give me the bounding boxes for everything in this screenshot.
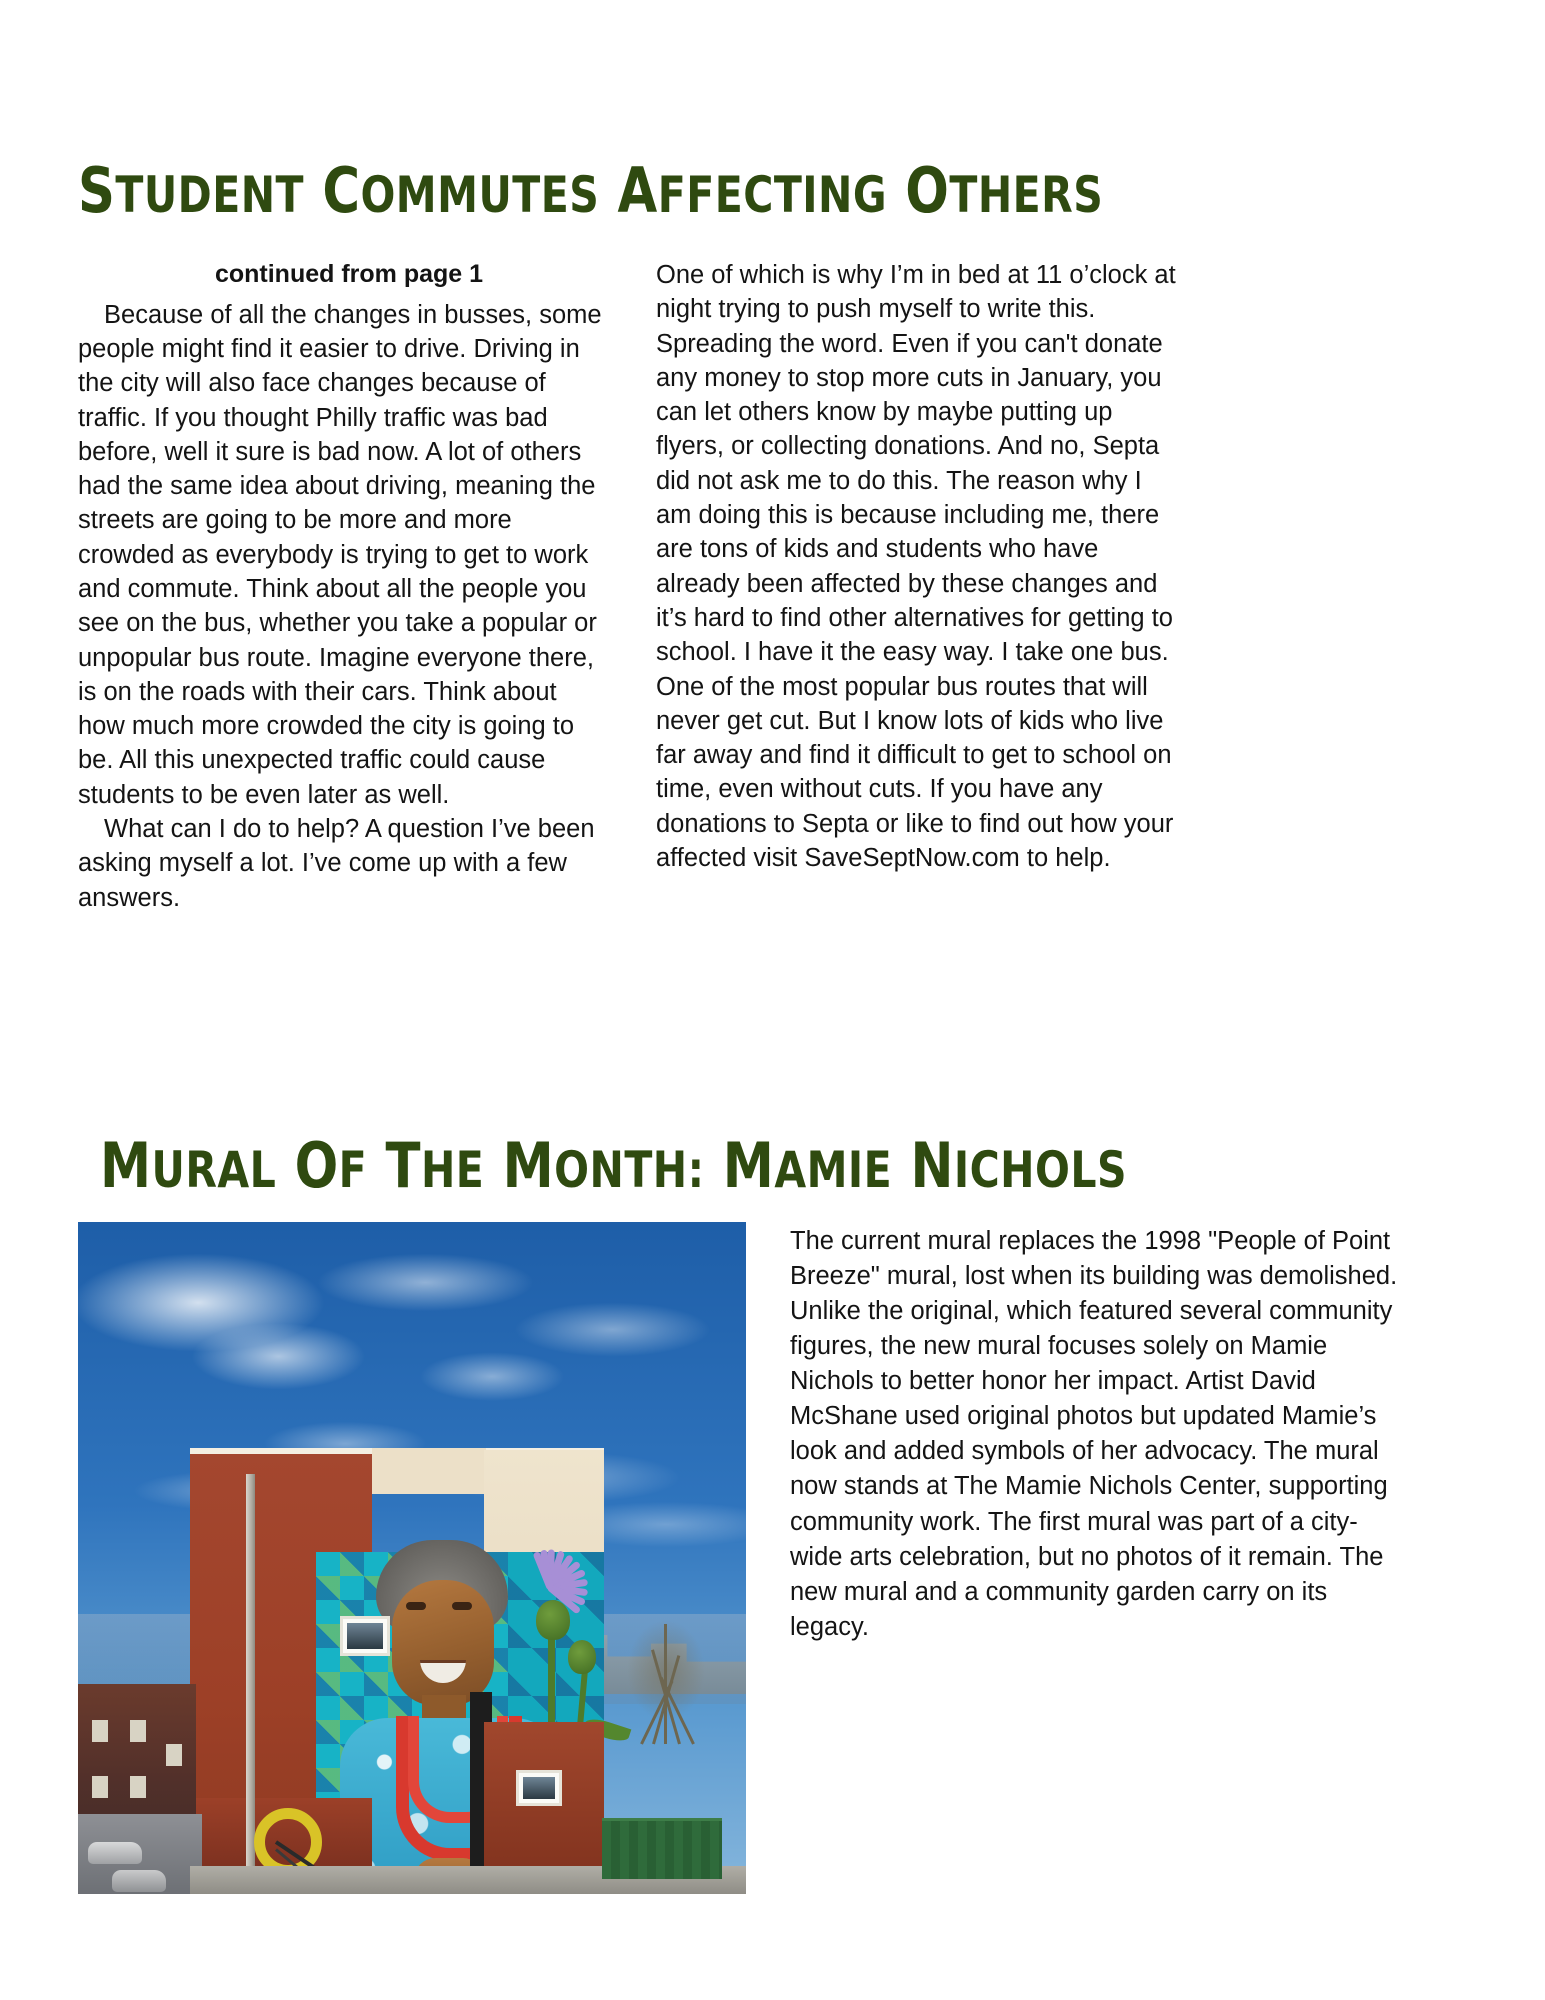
page-title-student-commutes: STUDENT COMMUTES AFFECTING OTHERS	[78, 153, 1104, 227]
parked-car	[88, 1842, 142, 1864]
portrait-face	[392, 1580, 494, 1706]
parked-car	[112, 1870, 166, 1892]
mural-photograph	[78, 1222, 746, 1894]
flower-bud-secondary	[568, 1640, 596, 1674]
article-student-commutes-body	[78, 258, 1468, 915]
mural-article-text-column	[790, 1222, 1410, 1894]
page-title-mural-of-the-month: MURAL OF THE MONTH: MAMIE NICHOLS	[100, 1128, 1127, 1202]
green-fence	[602, 1818, 722, 1879]
right-column-paragraph-1: One of which is why I’m in bed at 11 o’clock at night trying to push myself to write this. Spreading the word. Even if you can't donate any money to stop more cuts in January, you can let others know by maybe putting up flyers, or collecting donations. And no, Septa did not ask me to do this. The reason why I am doing this is because including me, there are tons of kids and students who have already been affected by these changes and it’s hard to find other alternatives for getting to school. I have it the easy way. I take one bus. One of the most popular bus routes that will never get cut. But I know lots of kids who live far away and find it difficult to get to school on time, even without cuts. If you have any donations to Septa or like to find out how your affected visit SaveSeptNow.com to help.	[656, 261, 1176, 873]
building-upper-cream-band	[372, 1448, 486, 1494]
left-column-paragraph-2: What can I do to help? A question I’ve been asking myself a lot. I’ve come up with a few answers.	[78, 815, 595, 912]
article-left-column	[78, 258, 602, 915]
left-column-paragraph-1: Because of all the changes in busses, some people might find it easier to drive. Driving in the city will also face changes because of traffic. If you thought Philly traffic was bad before, well it sure is bad now. A lot of others had the same idea about driving, meaning the streets are going to be more and more crowded as everybody is trying to get to work and commute. Think about all the people you see on the bus, whether you take a popular or unpopular bus route. Imagine everyone there, is on the roads with their cars. Think about how much more crowded the city is going to be. All this unexpected traffic could cause students to be even later as well.	[78, 300, 602, 809]
mural-photo-container	[78, 1222, 746, 1894]
article-mural-body	[78, 1222, 1468, 1894]
portrait-left-eye	[406, 1602, 426, 1610]
building-window-upper	[340, 1616, 390, 1656]
portrait-right-eye	[452, 1602, 472, 1610]
drain-pipe	[246, 1474, 255, 1894]
article-right-column	[656, 258, 1180, 915]
continued-from-note: continued from page 1	[214, 260, 484, 288]
building-window-lower	[516, 1770, 562, 1806]
mural-article-paragraph: The current mural replaces the 1998 "People of Point Breeze" mural, lost when its building was demolished. Unlike the original, which featured several community figures, the new mural focuses solely on Mamie Nichols to better honor her impact. Artist David McShane used original photos but updated Mamie’s look and added symbols of her advocacy. The mural now stands at The Mamie Nichols Center, supporting community work. The first mural was part of a city-wide arts celebration, but no photos of it remain. The new mural and a community garden carry on its legacy.	[790, 1227, 1398, 1641]
